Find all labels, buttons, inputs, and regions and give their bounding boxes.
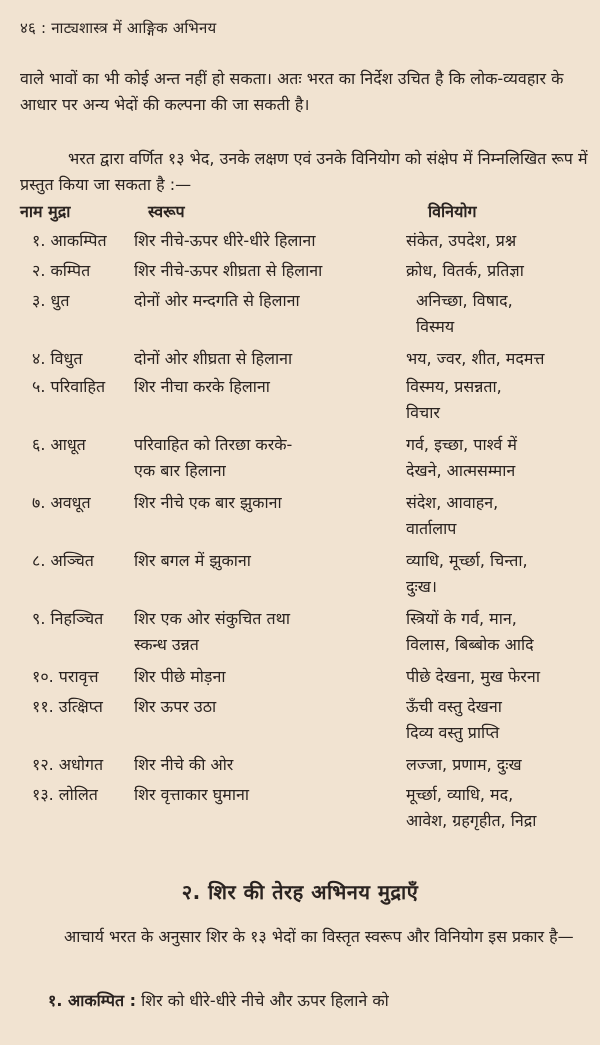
mudra-description: शिर को धीरे-धीरे नीचे और ऊपर हिलाने को [136, 991, 389, 1010]
mudra-name: ५. परिवाहित [32, 377, 106, 396]
mudra-name: ६. आधूत [32, 435, 86, 454]
mudra-form [134, 374, 270, 400]
form-line: शिर नीचे-ऊपर धीरे-धीरे हिलाना [134, 231, 316, 250]
mudra-use [406, 374, 502, 426]
mudra-name: १. आकम्पित [32, 231, 107, 250]
mudra-name: ८. अञ्चित [32, 551, 94, 570]
use-line: आवेश, ग्रहगृहीत, निद्रा [406, 811, 537, 830]
paragraph-summary: भरत द्वारा वर्णित १३ भेद, उनके लक्षण एवं उनके विनियोग को संक्षेप में निम्नलिखित रूप में प्रस्तुत किया जा सकता है :— [20, 149, 588, 194]
use-line: विचार [406, 403, 440, 422]
use-line: क्रोध, वितर्क, प्रतिज्ञा [406, 261, 524, 280]
mudra-name: १२. अधोगत [32, 755, 104, 774]
use-line: स्त्रियों के गर्व, मान, [406, 609, 517, 628]
mudra-use [406, 346, 544, 372]
form-line: दोनों ओर शीघ्रता से हिलाना [134, 349, 293, 368]
use-line: वार्तालाप [406, 519, 457, 538]
use-line: विलास, बिब्बोक आदि [406, 635, 534, 654]
form-line: शिर नीचे-ऊपर शीघ्रता से हिलाना [134, 261, 323, 280]
header-name: नाम मुद्रा [20, 202, 71, 221]
use-line: मूर्च्छा, व्याधि, मद, [406, 785, 514, 804]
mudra-use [406, 258, 524, 284]
form-line: शिर नीचे एक बार झुकाना [134, 493, 282, 512]
mudra-name: ११. उत्क्षिप्त [32, 697, 103, 716]
mudra-form [134, 432, 292, 484]
form-line: स्कन्ध उन्नत [134, 635, 199, 654]
mudra-use [406, 664, 540, 690]
use-line: लज्जा, प्रणाम, दुःख [406, 755, 522, 774]
mudra-form [134, 752, 233, 778]
mudra-name: ४. विधुत [32, 349, 83, 368]
mudra-use [406, 490, 498, 542]
mudra-use [406, 548, 528, 600]
use-line: भय, ज्वर, शीत, मदमत्त [406, 349, 545, 368]
use-line: व्याधि, मूर्च्छा, चिन्ता, [406, 551, 528, 570]
mudra-form [134, 288, 300, 314]
form-line: शिर बगल में झुकाना [134, 551, 251, 570]
form-line: एक बार हिलाना [134, 461, 226, 480]
use-line: देखने, आत्मसम्मान [406, 461, 516, 480]
mudra-use [406, 694, 502, 746]
use-line: संकेत, उपदेश, प्रश्न [406, 231, 517, 250]
use-line: पीछे देखना, मुख फेरना [406, 667, 540, 686]
mudra-use [406, 228, 516, 254]
mudra-form [134, 346, 292, 372]
mudra-use [406, 752, 522, 778]
mudra-form [134, 228, 315, 254]
mudra-name: २. कम्पित [32, 261, 91, 280]
mudra-form [134, 490, 282, 516]
mudra-table [20, 200, 590, 830]
mudra-use [416, 288, 513, 340]
use-line: संदेश, आवाहन, [406, 493, 499, 512]
header-use: विनियोग [428, 202, 477, 221]
mudra-form [134, 606, 290, 658]
form-line: शिर ऊपर उठा [134, 697, 217, 716]
paragraph-first-mudra [20, 988, 588, 1014]
mudra-use [406, 782, 536, 834]
use-line: अनिच्छा, विषाद, [416, 291, 513, 310]
form-line: शिर एक ओर संकुचित तथा [134, 609, 290, 628]
paragraph-intro: वाले भावों का भी कोई अन्त नहीं हो सकता। अतः भरत का निर्देश उचित है कि लोक-व्यवहार के आधार पर अन्य भेदों की कल्पना की जा सकती है। [20, 69, 564, 114]
form-line: शिर नीचा करके हिलाना [134, 377, 270, 396]
form-line: दोनों ओर मन्दगति से हिलाना [134, 291, 300, 310]
mudra-name: ३. धुत [32, 291, 70, 310]
section-title: २. शिर की तेरह अभिनय मुद्राएँ [181, 880, 419, 904]
header-form: स्वरूप [148, 202, 185, 221]
mudra-name: ९. निहञ्चित [32, 609, 104, 628]
mudra-form [134, 694, 216, 720]
mudra-name: १०. परावृत्त [32, 667, 99, 686]
mudra-form [134, 782, 249, 808]
use-line: दिव्य वस्तु प्राप्ति [406, 723, 500, 742]
mudra-use [406, 432, 517, 484]
mudra-form [134, 664, 225, 690]
form-line: परिवाहित को तिरछा करके- [134, 435, 293, 454]
mudra-name: ७. अवधूत [32, 493, 91, 512]
use-line: विस्मय [416, 317, 455, 336]
mudra-label: १. आकम्पित : [48, 991, 137, 1010]
paragraph-section-intro: आचार्य भरत के अनुसार शिर के १३ भेदों का विस्तृत स्वरूप और विनियोग इस प्रकार है— [64, 927, 574, 946]
use-line: विस्मय, प्रसन्नता, [406, 377, 502, 396]
form-line: शिर वृत्ताकार घुमाना [134, 785, 250, 804]
mudra-use [406, 606, 534, 658]
use-line: दुःख। [406, 577, 437, 596]
form-line: शिर पीछे मोड़ना [134, 667, 226, 686]
page-header: ४६ : नाट्यशास्त्र में आङ्गिक अभिनय [20, 19, 217, 37]
mudra-form [134, 258, 322, 284]
table-header [20, 200, 590, 228]
use-line: ऊँची वस्तु देखना [406, 697, 502, 716]
mudra-name: १३. लोलित [32, 785, 98, 804]
mudra-form [134, 548, 251, 574]
form-line: शिर नीचे की ओर [134, 755, 234, 774]
use-line: गर्व, इच्छा, पार्श्व में [406, 435, 517, 454]
